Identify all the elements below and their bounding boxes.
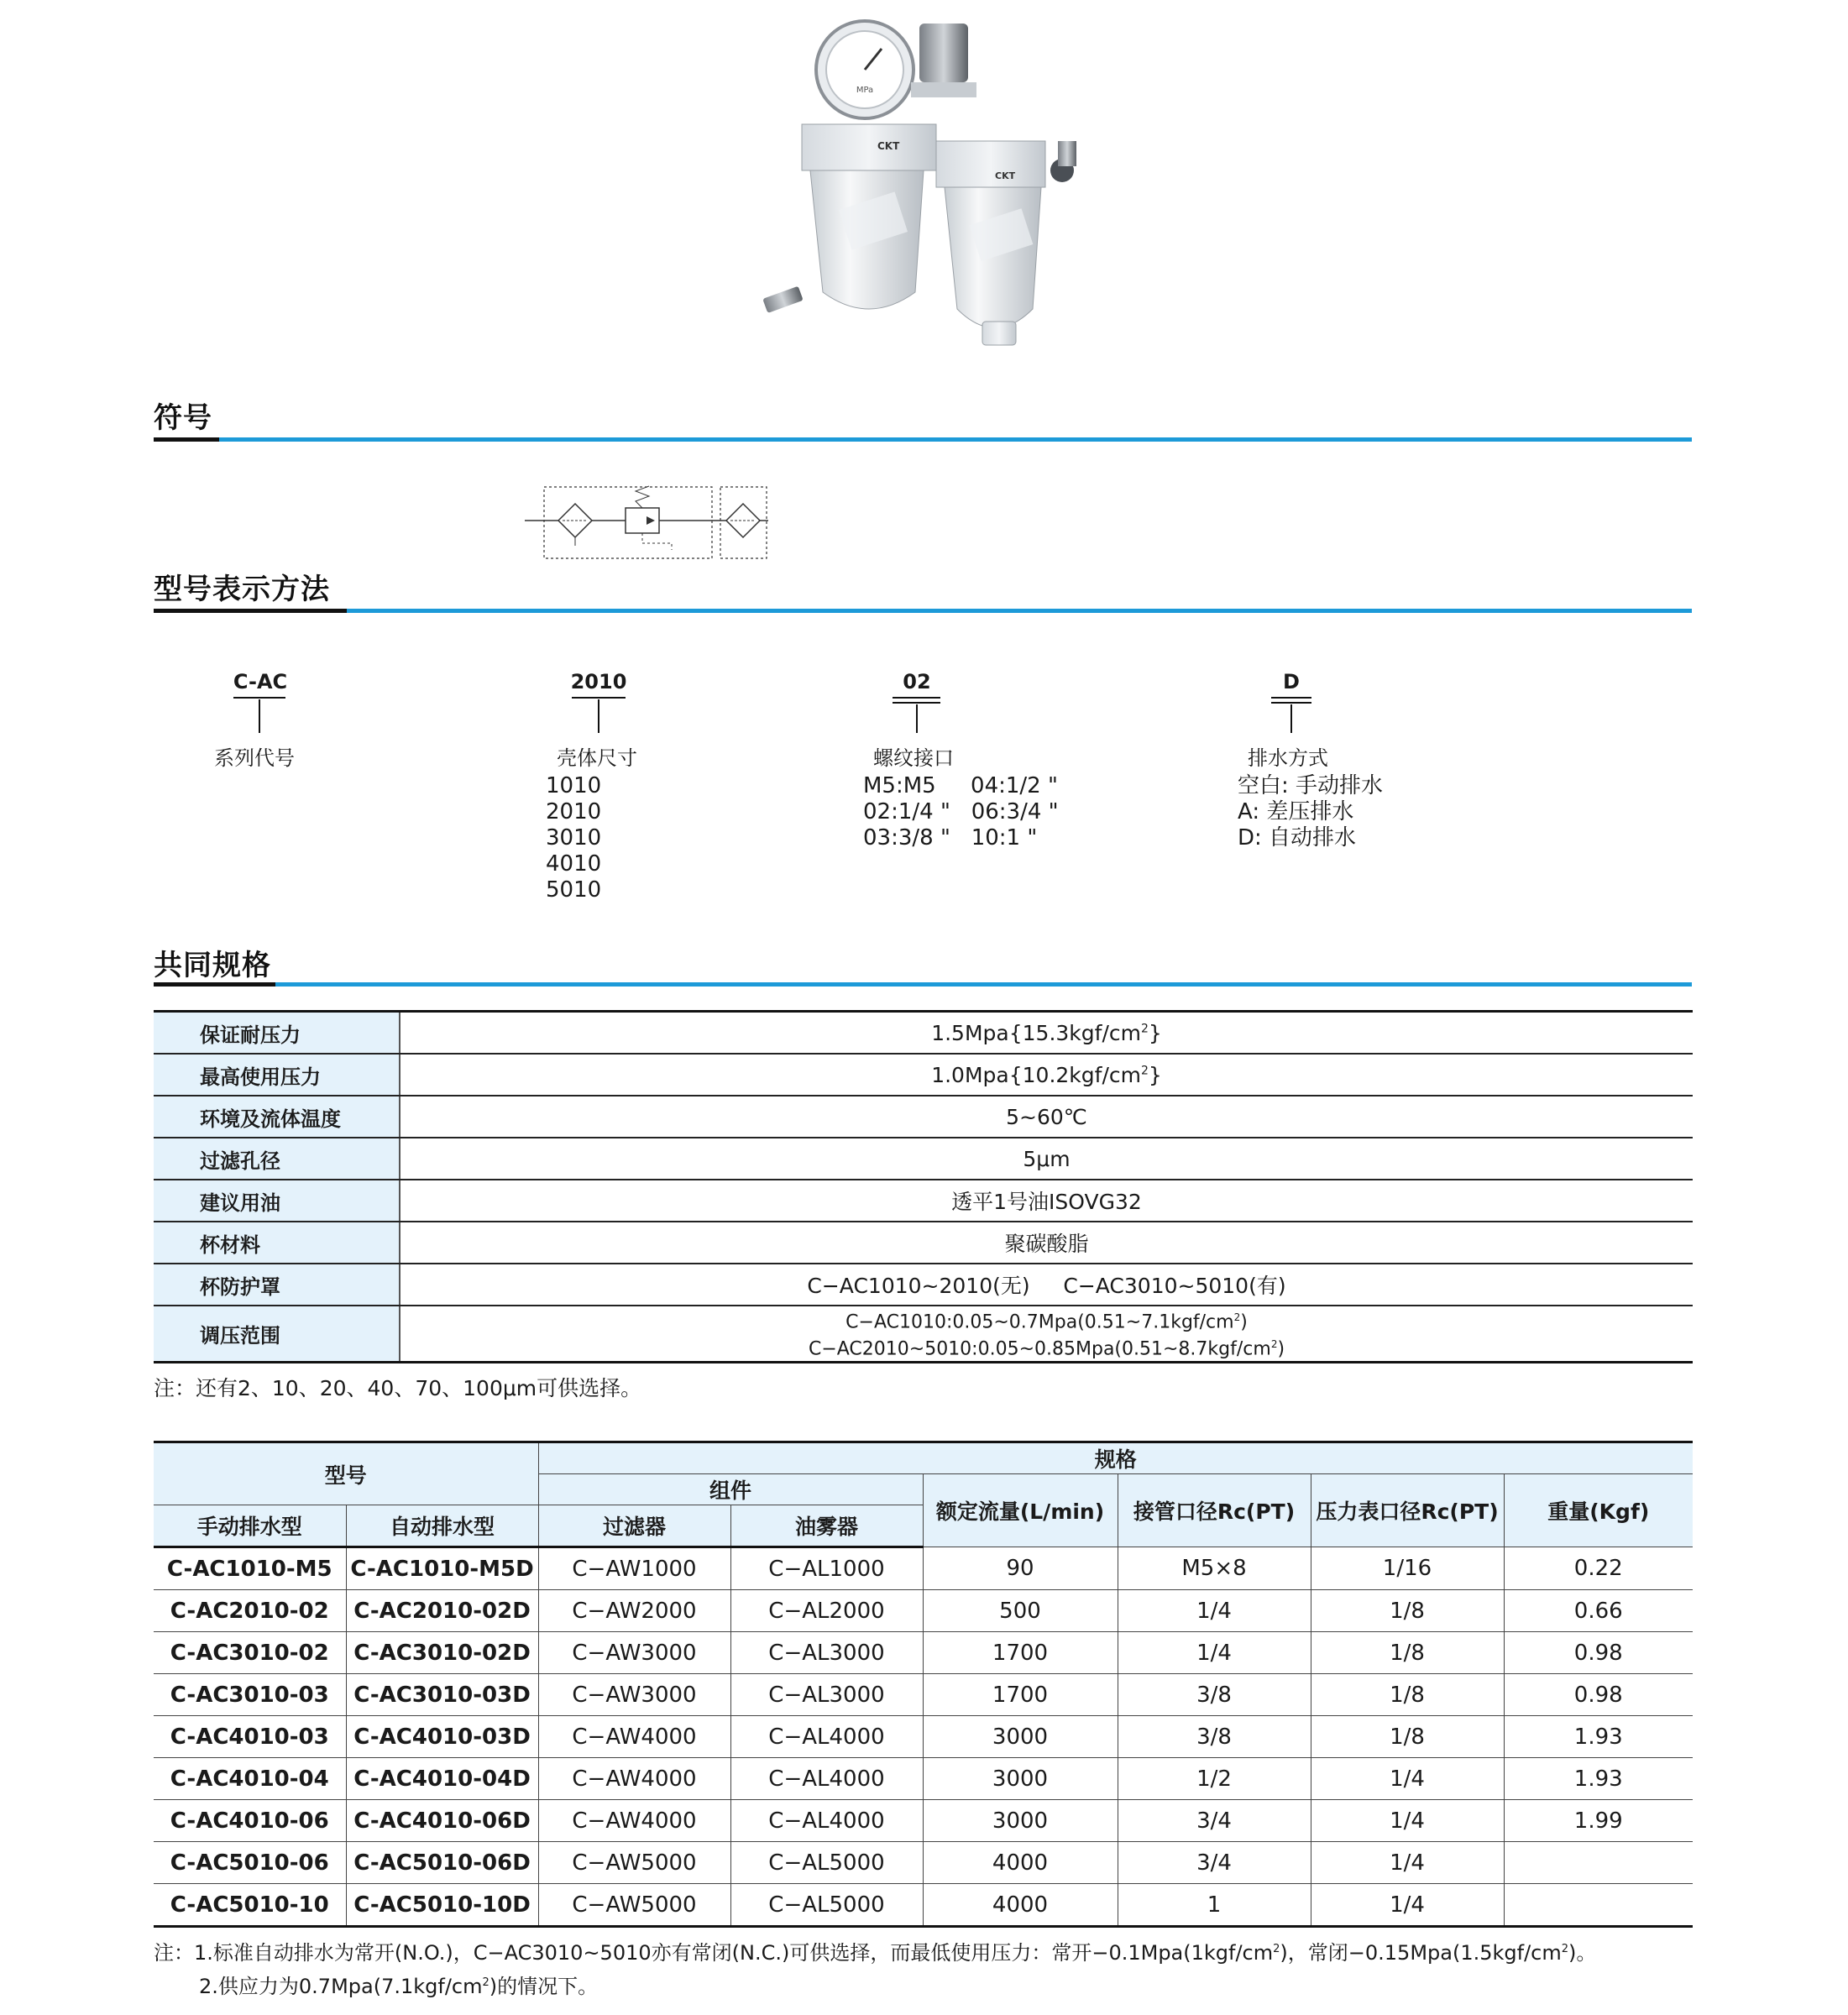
- header-auto-drain: 自动排水型: [346, 1505, 538, 1547]
- brand-mark-2: CKT: [995, 170, 1016, 181]
- table-row: C-AC5010-06 C-AC5010-06D C−AW5000 C−AL5000 4000 3/4 1/4: [154, 1842, 1693, 1884]
- header-filter: 过滤器: [538, 1505, 730, 1547]
- drain-fitting: [762, 286, 803, 313]
- section-title-model-method: 型号表示方法: [154, 573, 330, 606]
- table-row: C-AC1010-M5 C-AC1010-M5D C−AW1000 C−AL1000 90 M5×8 1/16 0.22: [154, 1547, 1693, 1590]
- code-drain-options: 空白: 手动排水 A: 差压排水 D: 自动排水: [1238, 773, 1384, 850]
- header-manual-drain: 手动排水型: [154, 1505, 346, 1547]
- section-rule-accent: [154, 609, 347, 613]
- header-gauge-port: 压力表口径Rc(PT): [1311, 1474, 1504, 1547]
- lubricator-bowl: [945, 187, 1041, 328]
- code-thread-name: 螺纹接口: [873, 746, 954, 770]
- bottom-note-2: 2.供应力为$0.7Mpa(7.1kgf/cm^2)$的情况下。: [199, 1975, 599, 1998]
- code-body-size: 2010: [570, 670, 627, 693]
- table-row: C-AC4010-06 C-AC4010-06D C−AW4000 C−AL4000 3000 3/4 1/4 1.99: [154, 1800, 1693, 1842]
- section-title-symbol: 符号: [154, 401, 212, 435]
- code-series-name: 系列代号: [214, 746, 295, 770]
- common-spec-note: 注：还有2、10、20、40、70、100μm可供选择。: [154, 1376, 642, 1400]
- brand-mark: CKT: [877, 140, 900, 152]
- code-thread: 02: [903, 670, 931, 693]
- code-drain-name: 排水方式: [1248, 746, 1328, 770]
- pneumatic-symbol: [525, 483, 768, 563]
- table-row: 环境及流体温度 5~60℃: [154, 1096, 1693, 1138]
- header-port: 接管口径Rc(PT): [1118, 1474, 1311, 1547]
- header-lubricator: 油雾器: [730, 1505, 923, 1547]
- table-row: C-AC4010-03 C-AC4010-03D C−AW4000 C−AL4000 3000 3/8 1/8 1.93: [154, 1716, 1693, 1758]
- table-row: C-AC5010-10 C-AC5010-10D C−AW5000 C−AL5000 4000 1 1/4: [154, 1884, 1693, 1927]
- section-title-common-spec: 共同规格: [154, 949, 271, 982]
- section-rule: [154, 437, 1692, 442]
- code-thread-options: M5:M5 04:1/2 " 02:1/4 " 06:3/4 " 03:3/8 " 10:1 ": [863, 773, 1059, 850]
- table-row: 过滤孔径 5μm: [154, 1138, 1693, 1180]
- table-row: 杯防护罩 C−AC1010~2010(无) C−AC3010~5010(有): [154, 1264, 1693, 1306]
- header-model: 型号: [154, 1442, 538, 1505]
- svg-text:MPa: MPa: [856, 86, 874, 95]
- code-drain: D: [1283, 670, 1300, 693]
- header-weight: 重量(Kgf): [1504, 1474, 1693, 1547]
- section-rule: [154, 609, 1692, 613]
- regulator-knob: [919, 24, 968, 82]
- table-row: 保证耐压力 $1.5Mpa\{15.3kgf/cm^2\}$: [154, 1012, 1693, 1055]
- bottom-note-1: 注：1.标准自动排水为常开(N.O.)，C−AC3010~5010亦有常闭(N.C.)可供选择，而最低使用压力：常开$-0.1Mpa(1kgf/cm^2)$，常闭$-0.15Mpa(1.5kgf/cm^2)$。: [154, 1941, 1597, 1965]
- table-row: 调压范围 $C-AC1010:0.05\sim 0.7Mpa(0.51\sim 7.1kgf/cm^2)$ $C-AC2010\sim 5010:0.05\sim 0.85Mpa(0.51\sim 8.7kgf/cm^2)$: [154, 1306, 1693, 1362]
- table-row: 建议用油 透平1号油ISOVG32: [154, 1180, 1693, 1222]
- code-body-size-options: 1010 2010 3010 4010 5010: [546, 773, 602, 903]
- header-spec: 规格: [538, 1442, 1693, 1474]
- code-series: C-AC: [233, 670, 288, 693]
- product-image: [743, 15, 1112, 368]
- header-flow: 额定流量(L/min): [923, 1474, 1118, 1547]
- table-row: 杯材料 聚碳酸脂: [154, 1222, 1693, 1264]
- section-rule-accent: [154, 982, 275, 987]
- common-spec-table: [154, 1010, 1693, 1363]
- code-body-size-name: 壳体尺寸: [557, 746, 637, 770]
- table-row: C-AC3010-02 C-AC3010-02D C−AW3000 C−AL3000 1700 1/4 1/8 0.98: [154, 1632, 1693, 1674]
- table-row: C-AC4010-04 C-AC4010-04D C−AW4000 C−AL4000 3000 1/2 1/4 1.93: [154, 1758, 1693, 1800]
- header-component: 组件: [538, 1474, 923, 1505]
- section-rule: [154, 982, 1692, 987]
- table-row: 最高使用压力 $1.0Mpa\{10.2kgf/cm^2\}$: [154, 1054, 1693, 1096]
- table-row: C-AC3010-03 C-AC3010-03D C−AW3000 C−AL3000 1700 3/8 1/8 0.98: [154, 1674, 1693, 1716]
- table-row: C-AC2010-02 C-AC2010-02D C−AW2000 C−AL2000 500 1/4 1/8 0.66: [154, 1590, 1693, 1632]
- section-rule-accent: [154, 437, 219, 442]
- model-spec-table: [154, 1441, 1693, 1928]
